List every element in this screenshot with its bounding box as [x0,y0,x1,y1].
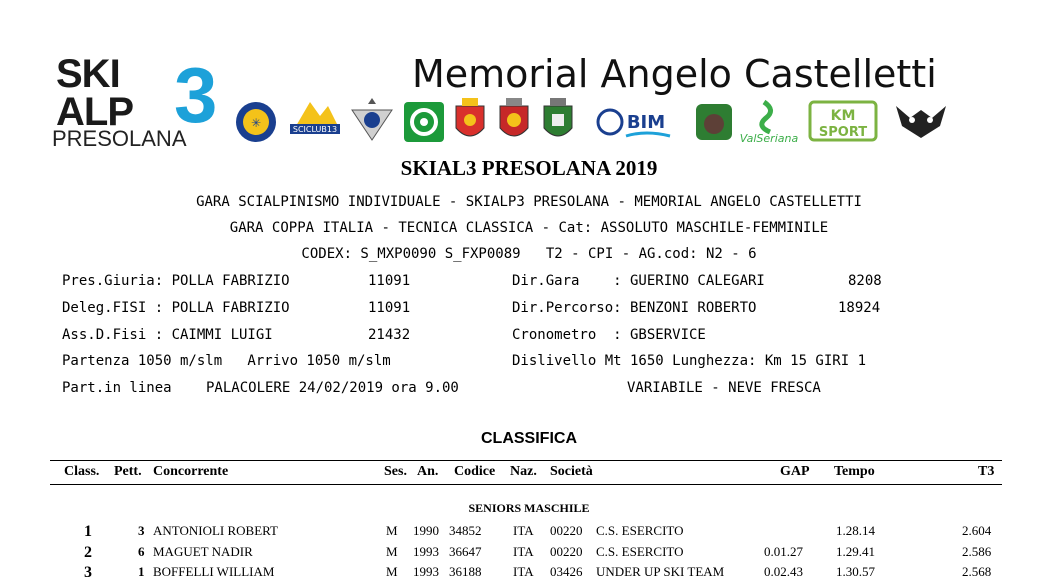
row-t3: 2.586 [962,544,992,559]
th-tempo: Tempo [834,464,875,479]
ass-fisi: Ass.D.Fisi : CAIMMI LUIGI [62,327,273,343]
svg-text:✳: ✳ [250,116,262,130]
pres-giuria: Pres.Giuria: POLLA FABRIZIO [62,273,290,289]
row-soc-code: 00220 [550,523,583,538]
row-soc-code: 00220 [550,544,583,559]
row-tempo: 1.30.57 [836,564,875,579]
row-class: 2 [84,544,92,561]
race-title: SKIAL3 PRESOLANA 2019 [400,156,658,180]
th-societa: Società [550,464,593,479]
header-line-2: GARA COPPA ITALIA - TECNICA CLASSICA - Cat: ASSOLUTO MASCHILE-FEMMINILE [229,220,829,236]
coat-of-arms-1-icon [452,96,488,144]
header-line-1: GARA SCIALPINISMO INDIVIDUALE - SKIALP3 PRESOLANA - MEMORIAL ANGELO CASTELLETTI [196,194,862,210]
sport-text: SPORT [818,125,868,140]
row-an: 1990 [413,523,439,538]
skialp3-presolana-logo [52,51,237,151]
part-value: PALACOLERE 24/02/2019 ora 9.00 [206,380,459,396]
row-codice: 36188 [449,564,482,579]
partenza-arrivo: Partenza 1050 m/slm Arrivo 1050 m/slm [62,353,391,369]
row-societa: C.S. ESERCITO [596,544,684,559]
th-t3: T3 [978,464,995,479]
th-an: An. [417,464,439,479]
dislivello: Dislivello Mt 1650 Lunghezza: Km 15 GIRI 1 [512,353,867,369]
sciclub13-logo-icon [286,96,344,144]
dynafit-logo-icon [890,96,952,144]
logo-ski-text: SKI [56,52,120,96]
km-sport-logo-icon [806,96,880,144]
cronometro: Cronometro : GBSERVICE [512,327,706,343]
valseriana-text: ValSeriana [739,132,799,144]
row-an: 1993 [413,564,439,579]
row-codice: 34852 [449,523,482,538]
dir-percorso: Dir.Percorso: BENZONI ROBERTO [512,300,757,316]
th-concorrente: Concorrente [153,464,229,479]
th-naz: Naz. [510,464,537,479]
row-societa: UNDER UP SKI TEAM [596,564,725,579]
table-header-rule [50,484,1002,485]
part-label: Part.in linea [62,380,172,396]
header-line-3: CODEX: S_MXP0090 S_FXP0089 T2 - CPI - AG.cod: N2 - 6 [301,246,757,262]
classifica-title: CLASSIFICA [481,430,577,447]
th-codice: Codice [454,464,496,479]
km-text: KM [830,108,856,124]
row-naz: ITA [513,523,534,538]
row-societa: C.S. ESERCITO [596,523,684,538]
row-gap: 0.02.43 [764,564,803,579]
row-pett: 3 [138,523,145,538]
coat-of-arms-2-icon [496,96,532,144]
conditions: VARIABILE - NEVE FRESCA [627,380,821,396]
row-ses: M [386,523,398,538]
row-an: 1993 [413,544,439,559]
row-naz: ITA [513,564,534,579]
dir-gara-code: 8208 [848,273,882,289]
pres-giuria-code: 11091 [368,273,411,289]
bim-logo-icon [596,96,676,144]
logo-presolana-text: PRESOLANA [52,126,187,151]
row-class: 1 [84,523,92,540]
row-tempo: 1.29.41 [836,544,875,559]
row-naz: ITA [513,544,534,559]
sciclub-text: SCICLUB13 [292,125,338,134]
dir-gara: Dir.Gara : GUERINO CALEGARI [512,273,765,289]
row-soc-code: 03426 [550,564,583,579]
deleg-fisi: Deleg.FISI : POLLA FABRIZIO [62,300,290,316]
th-class: Class. [64,464,100,479]
row-ses: M [386,564,398,579]
table-top-rule [50,460,1002,461]
ass-fisi-code: 21432 [368,327,411,343]
cai-logo-icon [348,96,396,144]
fisi-logo-icon [232,96,280,144]
bim-text: BIM [626,112,666,133]
coat-of-arms-3-icon [540,96,576,144]
row-name: MAGUET NADIR [153,544,253,559]
row-codice: 36647 [449,544,482,559]
row-name: BOFFELLI WILLIAM [153,564,275,579]
row-ses: M [386,544,398,559]
valseriana-logo-icon [736,96,802,144]
row-pett: 6 [138,544,145,559]
lombardia-logo-icon [402,96,446,144]
row-name: ANTONIOLI ROBERT [153,523,278,538]
th-ses: Ses. [384,464,407,479]
logo-alp-text: ALP [56,90,133,134]
row-t3: 2.604 [962,523,992,538]
dir-percorso-code: 18924 [838,300,881,316]
th-gap: GAP [780,464,810,479]
row-t3: 2.568 [962,564,992,579]
row-pett: 1 [138,564,145,579]
row-gap: 0.01.27 [764,544,803,559]
category-label: SENIORS MASCHILE [468,501,590,515]
row-tempo: 1.28.14 [836,523,875,538]
logo-three-text: 3 [174,51,217,139]
bear-logo-icon [694,96,734,144]
deleg-fisi-code: 11091 [368,300,411,316]
event-title: Memorial Angelo Castelletti [412,52,937,96]
row-class: 3 [84,564,92,581]
th-pett: Pett. [114,464,142,479]
